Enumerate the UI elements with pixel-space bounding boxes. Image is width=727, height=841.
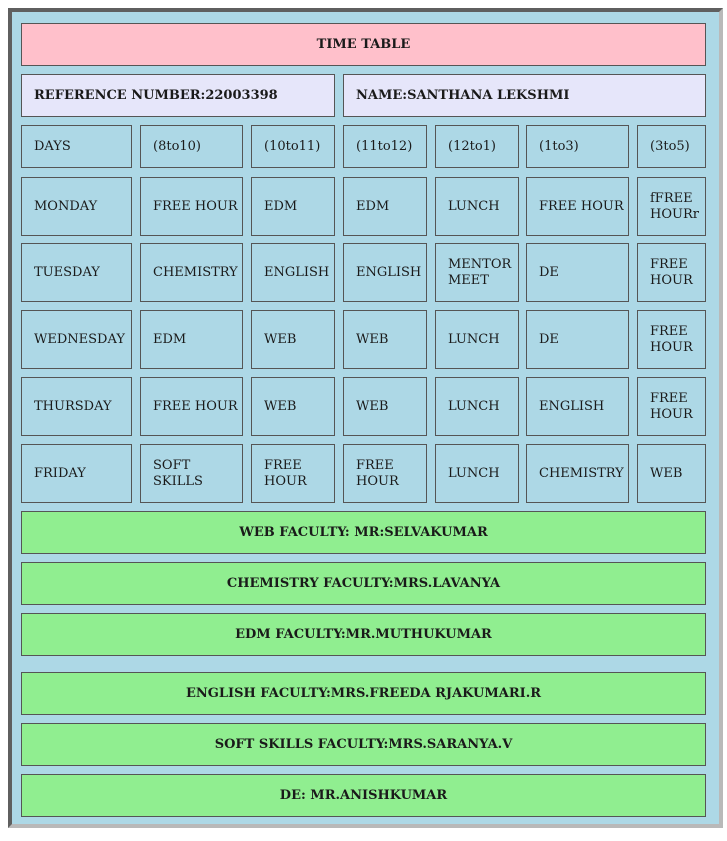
slot-monday-6: fFREE HOURr [637,177,706,236]
header-slot-5: (1to3) [526,125,629,168]
slot-monday-5: FREE HOUR [526,177,629,236]
slot-thursday-1: FREE HOUR [140,377,243,436]
slot-thursday-3: WEB [343,377,427,436]
slot-wednesday-3: WEB [343,310,427,369]
day-label-tuesday: TUESDAY [21,243,132,302]
faculty-row: WEB FACULTY: MR:SELVAKUMAR [21,511,706,554]
slot-monday-1: FREE HOUR [140,177,243,236]
faculty-row: EDM FACULTY:MR.MUTHUKUMAR [21,613,706,656]
slot-tuesday-5: DE [526,243,629,302]
slot-friday-5: CHEMISTRY [526,444,629,503]
slot-friday-6: WEB [637,444,706,503]
reference-number: REFERENCE NUMBER:22003398 [21,74,335,117]
header-days: DAYS [21,125,132,168]
page-title: TIME TABLE [21,23,706,66]
slot-friday-4: LUNCH [435,444,519,503]
slot-tuesday-2: ENGLISH [251,243,335,302]
header-slot-4: (12to1) [435,125,519,168]
slot-monday-3: EDM [343,177,427,236]
slot-wednesday-2: WEB [251,310,335,369]
slot-tuesday-1: CHEMISTRY [140,243,243,302]
slot-thursday-2: WEB [251,377,335,436]
faculty-row: SOFT SKILLS FACULTY:MRS.SARANYA.V [21,723,706,766]
header-slot-2: (10to11) [251,125,335,168]
day-label-monday: MONDAY [21,177,132,236]
slot-friday-2: FREE HOUR [251,444,335,503]
faculty-row: DE: MR.ANISHKUMAR [21,774,706,817]
slot-monday-2: EDM [251,177,335,236]
header-slot-6: (3to5) [637,125,706,168]
header-slot-3: (11to12) [343,125,427,168]
faculty-row: ENGLISH FACULTY:MRS.FREEDA RJAKUMARI.R [21,672,706,715]
student-name: NAME:SANTHANA LEKSHMI [343,74,706,117]
slot-friday-1: SOFT SKILLS [140,444,243,503]
slot-wednesday-6: FREE HOUR [637,310,706,369]
slot-tuesday-3: ENGLISH [343,243,427,302]
day-label-thursday: THURSDAY [21,377,132,436]
slot-tuesday-4: MENTOR MEET [435,243,519,302]
slot-friday-3: FREE HOUR [343,444,427,503]
slot-wednesday-4: LUNCH [435,310,519,369]
day-label-friday: FRIDAY [21,444,132,503]
slot-monday-4: LUNCH [435,177,519,236]
slot-thursday-6: FREE HOUR [637,377,706,436]
faculty-row: CHEMISTRY FACULTY:MRS.LAVANYA [21,562,706,605]
slot-wednesday-5: DE [526,310,629,369]
slot-thursday-4: LUNCH [435,377,519,436]
slot-thursday-5: ENGLISH [526,377,629,436]
slot-tuesday-6: FREE HOUR [637,243,706,302]
day-label-wednesday: WEDNESDAY [21,310,132,369]
header-slot-1: (8to10) [140,125,243,168]
slot-wednesday-1: EDM [140,310,243,369]
